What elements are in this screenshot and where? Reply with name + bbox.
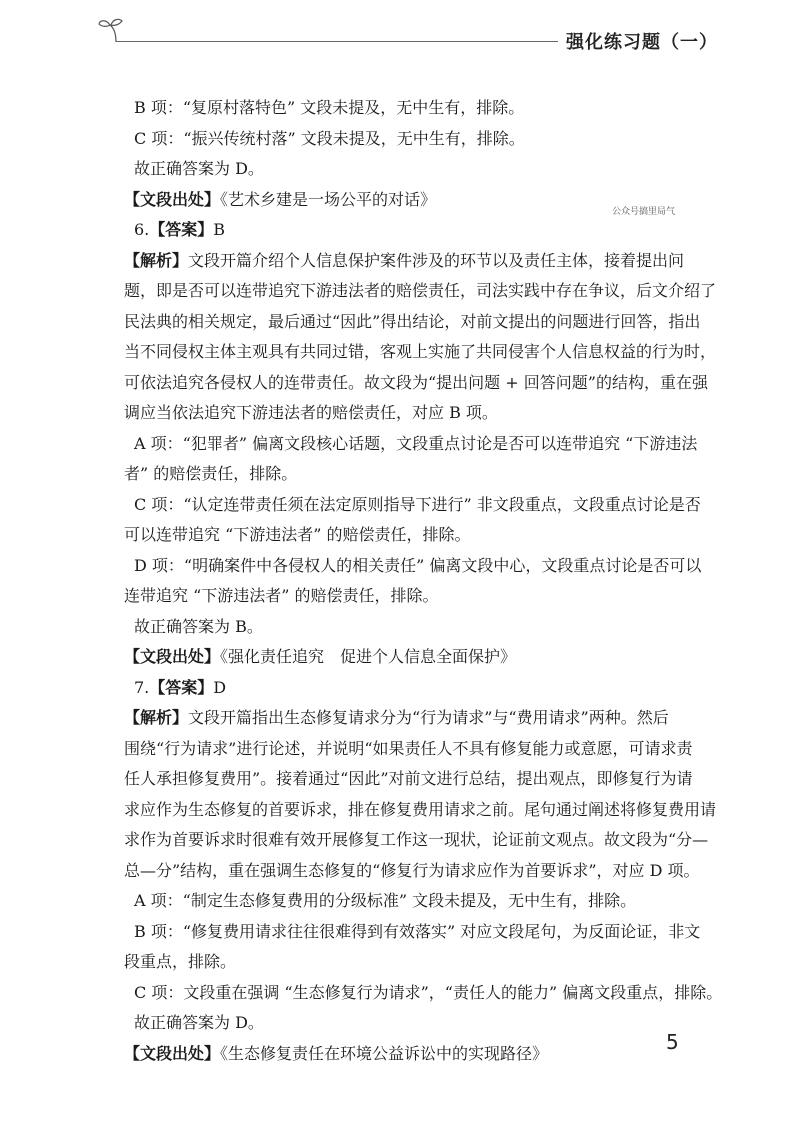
source-title: 《生态修复责任在环境公益诉讼中的实现路径》 (220, 1043, 549, 1063)
text-line: C 项：“振兴传统村落” 文段未提及，无中生有，排除。 (134, 128, 525, 148)
text-line: 求作为首要诉求时很难有效开展修复工作这一现状，论证前文观点。故文段为“分— (124, 830, 709, 849)
source-line (124, 642, 696, 673)
text-line: 民法典的相关规定，最后通过“因此”得出结论，对前文提出的问题进行回答，指出 (124, 311, 701, 331)
answer-value: B (213, 220, 226, 239)
text-line: D 项：“明确案件中各侵权人的相关责任” 偏离文段中心，文段重点讨论是否可以 (134, 555, 702, 575)
text-line: C 项：文段重在强调 “生态修复行为请求”，“责任人的能力” 偏离文段重点，排除。 (134, 982, 723, 1002)
question-number: 6. (134, 220, 150, 239)
answer-explanations (124, 93, 723, 1069)
text-line: 故正确答案为 D。 (134, 1013, 264, 1032)
text-line: 故正确答案为 B。 (134, 616, 263, 636)
text-line: 总—分”结构，重在强调生态修复的“修复行为请求应作为首要诉求”，对应 D 项。 (124, 860, 700, 880)
source-title: 《艺术乡建是一场公平的对话》 (220, 189, 437, 209)
page-header-title: 强化练习题（一） (566, 32, 718, 53)
analysis-line (124, 703, 696, 734)
header-rule (116, 41, 558, 42)
text-line: 围绕“行为请求”进行论述，并说明“如果责任人不具有修复能力或意愿，可请求责 (124, 738, 693, 758)
text-line: 题，即是否可以连带追究下游违法者的赔偿责任，司法实践中存在争议，后文介绍了 (124, 281, 717, 300)
text-line: 者” 的赔偿责任，排除。 (124, 464, 298, 483)
text-line: 任人承担修复费用”。接着通过“因此”对前文进行总结，提出观点，即修复行为请 (124, 769, 693, 788)
answer-label: 【答案】 (149, 220, 214, 239)
source-title: 《强化责任追究 促进个人信息全面保护》 (220, 647, 517, 666)
text-line: 可以连带追究 “下游违法者” 的赔偿责任，排除。 (124, 525, 471, 544)
source-label: 【文段出处】 (124, 189, 221, 209)
text-line: 可依法追究各侵权人的连带责任。故文段为“提出问题 + 回答问题”的结构，重在强 (124, 372, 708, 392)
text-line: 故正确答案为 D。 (134, 159, 264, 178)
answer-label: 【答案】 (149, 677, 214, 697)
page-number: 5 (666, 1030, 679, 1054)
source-label: 【文段出处】 (124, 647, 221, 666)
text-line: 调应当依法追究下游违法者的赔偿责任，对应 B 项。 (124, 403, 498, 422)
analysis-text: 文段开篇指出生态修复请求分为“行为请求”与“费用请求”两种。然后 (188, 708, 669, 727)
source-line (124, 185, 696, 216)
source-label: 【文段出处】 (124, 1043, 221, 1063)
text-line: C 项：“认定连带责任须在法定原则指导下进行” 非文段重点，文段重点讨论是否 (134, 494, 701, 514)
source-line (124, 1039, 696, 1070)
text-line: 段重点，排除。 (124, 952, 237, 971)
answer-line (124, 673, 696, 704)
text-line: 当不同侵权主体主观具有共同过错，客观上实施了共同侵害个人信息权益的行为时， (124, 342, 717, 361)
sprout-icon (96, 16, 126, 44)
analysis-line (124, 246, 696, 277)
text-line: B 项：“复原村落特色” 文段未提及，无中生有，排除。 (134, 98, 525, 117)
question-number: 7. (134, 677, 150, 697)
watermark-text: 公众号搞里局气 (612, 207, 676, 217)
answer-value: D (213, 677, 227, 697)
text-line: A 项：“犯罪者” 偏离文段核心话题，文段重点讨论是否可以连带追究 “下游违法 (134, 433, 698, 453)
text-line: 连带追究 “下游违法者” 的赔偿责任，排除。 (124, 586, 439, 605)
answer-line (124, 215, 696, 246)
analysis-label: 【解析】 (124, 708, 189, 727)
analysis-label: 【解析】 (124, 250, 189, 270)
analysis-text: 文段开篇介绍个人信息保护案件涉及的环节以及责任主体，接着提出问 (188, 250, 685, 270)
text-line: 求应作为生态修复的首要诉求，排在修复费用请求之前。尾句通过阐述将修复费用请 (124, 799, 717, 819)
text-line: B 项：“修复费用请求往往很难得到有效落实” 对应文段尾句，为反面论证，非文 (134, 921, 701, 941)
text-line: A 项：“制定生态修复费用的分级标准” 文段未提及，无中生有，排除。 (134, 891, 637, 910)
